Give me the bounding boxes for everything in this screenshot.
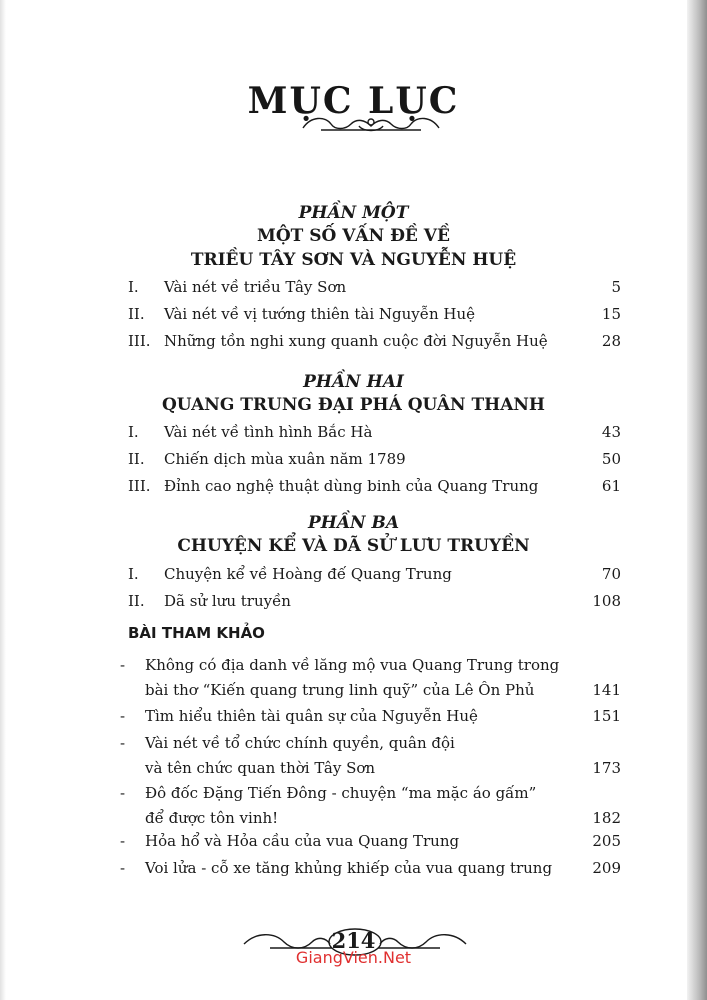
reference-line: và tên chức quan thời Tây Sơn (145, 759, 376, 777)
part-one-header (0, 202, 707, 272)
entry-title: Đỉnh cao nghệ thuật dùng binh của Quang Trung (164, 477, 539, 495)
entry-title: Những tồn nghi xung quanh cuộc đời Nguyễn Huệ (164, 332, 548, 350)
reference-item[interactable] (120, 856, 621, 881)
part-heading: CHUYỆN KỂ VÀ DÃ SỬ LƯU TRUYỀN (177, 536, 530, 556)
entry-page: 61 (601, 477, 621, 495)
entry-page: 50 (601, 450, 621, 468)
reference-page: 182 (592, 809, 621, 827)
entry-number: I. (128, 278, 139, 296)
entry-number: II. (128, 450, 145, 468)
reference-page: 141 (592, 681, 621, 699)
toc-entry[interactable] (128, 420, 621, 444)
part-label: PHẦN HAI (303, 372, 404, 392)
entry-number: II. (128, 592, 145, 610)
entry-title: Chuyện kể về Hoàng đế Quang Trung (164, 565, 452, 583)
bullet-dash: - (120, 784, 126, 802)
page-edge-left (0, 0, 6, 1000)
entry-title: Dã sử lưu truyền (164, 592, 291, 610)
entry-title: Vài nét về vị tướng thiên tài Nguyễn Huệ (164, 305, 476, 323)
entry-title: Vài nét về triều Tây Sơn (164, 278, 347, 296)
reference-line: để được tôn vinh! (145, 809, 279, 827)
toc-entry[interactable] (128, 562, 621, 586)
entry-page: 15 (601, 305, 621, 323)
title-ornament-icon (301, 112, 441, 136)
reference-page: 205 (592, 832, 621, 850)
reference-item[interactable] (120, 731, 621, 781)
bullet-dash: - (120, 656, 126, 674)
toc-title: MỤC LỤC (247, 80, 460, 122)
entry-title: Vài nét về tình hình Bắc Hà (164, 423, 373, 441)
reference-line: Không có địa danh về lăng mộ vua Quang Trung trong (145, 656, 560, 674)
reference-item[interactable] (120, 653, 621, 703)
reference-line: Vài nét về tổ chức chính quyền, quân đội (145, 734, 455, 752)
entry-number: III. (128, 332, 151, 350)
reference-line: Hỏa hổ và Hỏa cầu của vua Quang Trung (145, 832, 460, 850)
entry-page: 43 (601, 423, 621, 441)
reference-item[interactable] (120, 781, 621, 831)
entry-number: I. (128, 423, 139, 441)
entry-number: III. (128, 477, 151, 495)
reference-item[interactable] (120, 829, 621, 854)
bullet-dash: - (120, 832, 126, 850)
page-number: 214 (331, 928, 376, 953)
part-label: PHẦN BA (307, 513, 400, 533)
bullet-dash: - (120, 707, 126, 725)
watermark: GiangVien.Net (295, 948, 412, 967)
part-heading: MỘT SỐ VẤN ĐỀ VỀ (257, 226, 450, 246)
reference-item[interactable] (120, 704, 621, 729)
entry-number: I. (128, 565, 139, 583)
entry-number: II. (128, 305, 145, 323)
bullet-dash: - (120, 859, 126, 877)
part-heading: QUANG TRUNG ĐẠI PHÁ QUÂN THANH (162, 395, 545, 415)
page-edge-right (687, 0, 707, 1000)
toc-entry[interactable] (128, 474, 621, 498)
bullet-dash: - (120, 734, 126, 752)
entry-page: 28 (601, 332, 621, 350)
part-three-header (0, 512, 707, 558)
reference-line: bài thơ “Kiến quang trung linh quỹ” của Lê Ôn Phủ (145, 681, 535, 699)
reference-line: Voi lửa - cỗ xe tăng khủng khiếp của vua quang trung (145, 859, 553, 877)
reference-page: 173 (592, 759, 621, 777)
toc-entry[interactable] (128, 329, 621, 353)
entry-page: 5 (611, 278, 621, 296)
reference-page: 151 (592, 707, 621, 725)
part-label: PHẦN MỘT (298, 203, 409, 223)
reference-line: Tìm hiểu thiên tài quân sự của Nguyễn Huệ (145, 707, 478, 725)
reference-line: Đô đốc Đặng Tiến Đông - chuyện “ma mặc áo gấm” (145, 784, 537, 802)
entry-page: 70 (601, 565, 621, 583)
entry-page: 108 (592, 592, 621, 610)
toc-entry[interactable] (128, 589, 621, 613)
toc-entry[interactable] (128, 302, 621, 326)
toc-entry[interactable] (128, 447, 621, 471)
reference-page: 209 (592, 859, 621, 877)
entry-title: Chiến dịch mùa xuân năm 1789 (164, 450, 406, 468)
part-heading: TRIỀU TÂY SƠN VÀ NGUYỄN HUỆ (190, 250, 517, 270)
toc-entry[interactable] (128, 275, 621, 299)
part-two-header (0, 371, 707, 417)
references-title: BÀI THAM KHẢO (128, 624, 265, 642)
